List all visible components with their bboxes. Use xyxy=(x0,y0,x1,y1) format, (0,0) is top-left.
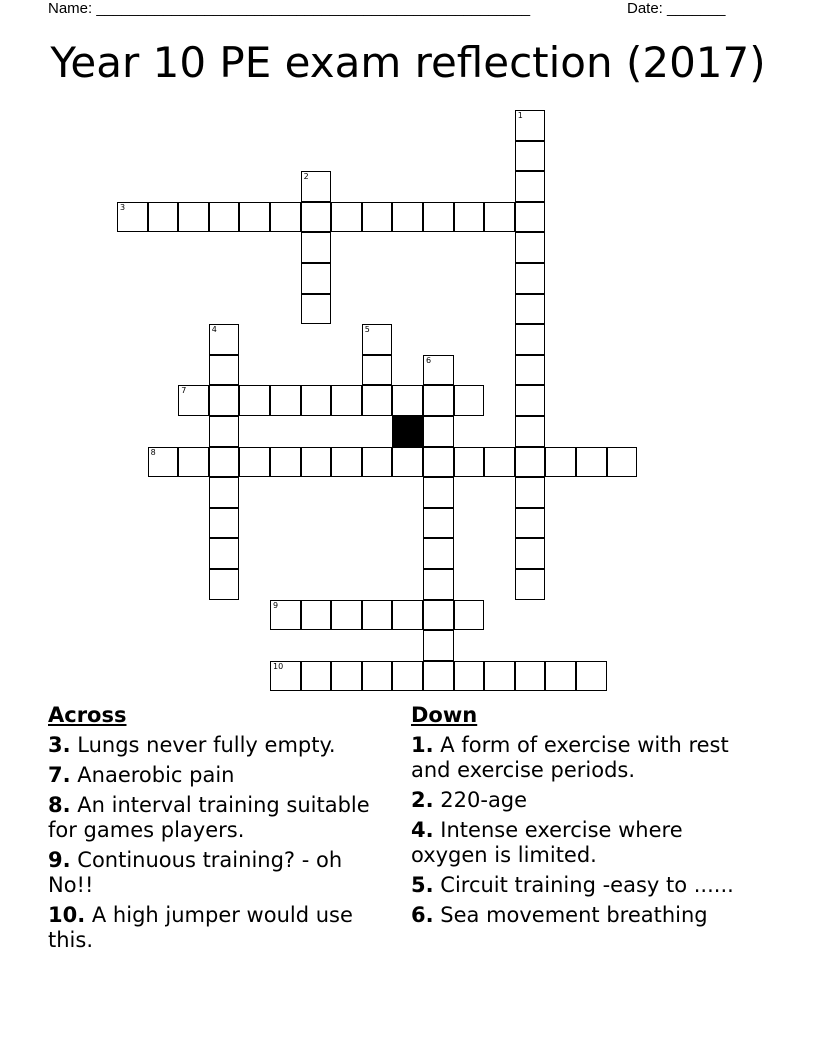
cell-number: 4 xyxy=(211,325,217,335)
crossword-cell[interactable] xyxy=(576,447,607,478)
page-title: Year 10 PE exam reflection (2017) xyxy=(50,38,766,87)
cell-number: 6 xyxy=(426,355,432,365)
crossword-cell[interactable] xyxy=(423,630,454,661)
crossword-cell[interactable] xyxy=(301,294,332,325)
cell-number: 1 xyxy=(517,111,523,120)
crossword-cell[interactable] xyxy=(454,600,485,631)
crossword-cell[interactable] xyxy=(454,385,485,416)
clue-number: 4. xyxy=(411,818,434,842)
clue-down-2 xyxy=(411,788,751,813)
crossword-cell[interactable] xyxy=(423,538,454,569)
cell-number: 3 xyxy=(120,202,126,212)
crossword-cell[interactable] xyxy=(515,477,546,508)
cell-number: 2 xyxy=(303,172,309,182)
clue-text: A high jumper would use this. xyxy=(48,903,353,952)
clue-across-3 xyxy=(48,733,388,758)
crossword-cell[interactable] xyxy=(362,324,393,355)
clue-across-9 xyxy=(48,848,388,898)
crossword-cell[interactable] xyxy=(515,508,546,539)
crossword-cell[interactable] xyxy=(301,232,332,263)
crossword-cell[interactable] xyxy=(178,447,209,478)
crossword-cell[interactable] xyxy=(545,661,576,692)
clue-text: Lungs never fully empty. xyxy=(77,733,336,757)
cell-number: 9 xyxy=(273,600,279,610)
clue-number: 5. xyxy=(411,873,434,897)
clue-text: An interval training suitable for games players. xyxy=(48,793,370,842)
name-field-line: Name: ____________________________________________________ xyxy=(48,0,531,17)
crossword-cell[interactable] xyxy=(423,355,454,386)
clue-down-5 xyxy=(411,873,751,898)
clue-number: 3. xyxy=(48,733,71,757)
crossword-cell[interactable] xyxy=(209,355,240,386)
crossword-cell[interactable] xyxy=(423,385,454,416)
crossword-cell[interactable] xyxy=(270,447,301,478)
crossword-cell[interactable] xyxy=(576,661,607,692)
crossword-cell[interactable] xyxy=(331,385,362,416)
across-heading: Across xyxy=(48,703,127,727)
crossword-cell[interactable] xyxy=(423,569,454,600)
crossword-cell[interactable] xyxy=(331,600,362,631)
crossword-cell[interactable] xyxy=(423,600,454,631)
crossword-cell[interactable] xyxy=(148,447,179,478)
crossword-cell[interactable] xyxy=(209,508,240,539)
crossword-cell[interactable] xyxy=(209,202,240,233)
crossword-cell[interactable] xyxy=(270,385,301,416)
crossword-cell[interactable] xyxy=(515,263,546,294)
clue-text: 220-age xyxy=(440,788,528,812)
clue-down-4 xyxy=(411,818,751,868)
clue-number: 7. xyxy=(48,763,71,787)
crossword-cell[interactable] xyxy=(362,355,393,386)
clue-number: 2. xyxy=(411,788,434,812)
cell-number: 5 xyxy=(364,325,370,335)
crossword-cell[interactable] xyxy=(515,232,546,263)
crossword-cell[interactable] xyxy=(301,202,332,233)
crossword-cell[interactable] xyxy=(270,661,301,692)
cell-number: 7 xyxy=(181,386,187,396)
crossword-cell[interactable] xyxy=(301,171,332,202)
crossword-cell[interactable] xyxy=(331,447,362,478)
date-field-line: Date: _______ xyxy=(627,0,726,17)
crossword-cell[interactable] xyxy=(392,600,423,631)
clue-text: Continuous training? - oh No!! xyxy=(48,848,343,897)
down-clues xyxy=(411,703,751,933)
crossword-cell[interactable] xyxy=(178,202,209,233)
crossword-cell[interactable] xyxy=(209,416,240,447)
cell-number: 8 xyxy=(150,447,156,457)
crossword-cell[interactable] xyxy=(515,294,546,325)
crossword-cell[interactable] xyxy=(423,202,454,233)
clue-number: 9. xyxy=(48,848,71,872)
crossword-cell[interactable] xyxy=(117,202,148,233)
crossword-cell[interactable] xyxy=(239,385,270,416)
down-heading: Down xyxy=(411,703,478,727)
crossword-cell[interactable] xyxy=(515,538,546,569)
clue-down-6 xyxy=(411,903,751,928)
crossword-cell[interactable] xyxy=(423,661,454,692)
crossword-cell[interactable] xyxy=(484,202,515,233)
crossword-cell[interactable] xyxy=(270,600,301,631)
crossword-cell[interactable] xyxy=(515,171,546,202)
clue-text: Anaerobic pain xyxy=(77,763,235,787)
crossword-cell[interactable] xyxy=(515,141,546,172)
crossword-cell[interactable] xyxy=(392,202,423,233)
clue-text: Circuit training -easy to ...... xyxy=(440,873,734,897)
crossword-cell[interactable] xyxy=(178,385,209,416)
crossword-cell[interactable] xyxy=(515,324,546,355)
crossword-cell[interactable] xyxy=(515,385,546,416)
crossword-cell[interactable] xyxy=(209,538,240,569)
crossword-cell[interactable] xyxy=(423,477,454,508)
crossword-cell[interactable] xyxy=(515,202,546,233)
crossword-cell[interactable] xyxy=(362,600,393,631)
crossword-cell[interactable] xyxy=(392,385,423,416)
crossword-cell[interactable] xyxy=(362,385,393,416)
crossword-cell[interactable] xyxy=(515,569,546,600)
crossword-cell[interactable] xyxy=(209,447,240,478)
clue-number: 8. xyxy=(48,793,71,817)
clue-across-10 xyxy=(48,903,388,953)
clue-text: Sea movement breathing xyxy=(440,903,708,927)
crossword-cell[interactable] xyxy=(515,416,546,447)
crossword-cell[interactable] xyxy=(423,508,454,539)
crossword-cell[interactable] xyxy=(239,202,270,233)
crossword-cell[interactable] xyxy=(423,447,454,478)
crossword-cell[interactable] xyxy=(301,600,332,631)
crossword-cell[interactable] xyxy=(423,416,454,447)
clue-number: 6. xyxy=(411,903,434,927)
clue-text: A form of exercise with rest and exercise periods. xyxy=(411,733,729,782)
clue-number: 10. xyxy=(48,903,86,927)
crossword-cell[interactable] xyxy=(301,661,332,692)
crossword-cell[interactable] xyxy=(454,447,485,478)
crossword-cell[interactable] xyxy=(301,447,332,478)
crossword-cell[interactable] xyxy=(209,385,240,416)
crossword-cell[interactable] xyxy=(270,202,301,233)
clue-down-1 xyxy=(411,733,751,783)
crossword-cell[interactable] xyxy=(331,202,362,233)
clue-number: 1. xyxy=(411,733,434,757)
cell-number: 10 xyxy=(273,661,284,671)
crossword-cell[interactable] xyxy=(545,447,576,478)
crossword-cell[interactable] xyxy=(301,385,332,416)
crossword-cell[interactable] xyxy=(515,110,546,141)
crossword-cell[interactable] xyxy=(515,447,546,478)
clue-text: Intense exercise where oxygen is limited. xyxy=(411,818,683,867)
crossword-cell[interactable] xyxy=(484,447,515,478)
crossword-cell[interactable] xyxy=(209,477,240,508)
crossword-cell[interactable] xyxy=(454,202,485,233)
crossword-cell[interactable] xyxy=(515,661,546,692)
clue-across-7 xyxy=(48,763,388,788)
crossword-cell[interactable] xyxy=(454,661,485,692)
crossword-cell[interactable] xyxy=(362,202,393,233)
crossword-cell[interactable] xyxy=(392,447,423,478)
crossword-cell[interactable] xyxy=(362,661,393,692)
crossword-cell[interactable] xyxy=(362,447,393,478)
blocked-cell xyxy=(392,416,423,447)
crossword-cell[interactable] xyxy=(484,661,515,692)
crossword-cell[interactable] xyxy=(209,569,240,600)
clue-across-8 xyxy=(48,793,388,843)
crossword-cell[interactable] xyxy=(148,202,179,233)
crossword-cell[interactable] xyxy=(607,447,638,478)
crossword-cell[interactable] xyxy=(301,263,332,294)
crossword-cell[interactable] xyxy=(209,324,240,355)
crossword-cell[interactable] xyxy=(239,447,270,478)
crossword-cell[interactable] xyxy=(515,355,546,386)
crossword-cell[interactable] xyxy=(392,661,423,692)
across-clues xyxy=(48,703,388,958)
crossword-cell[interactable] xyxy=(331,661,362,692)
